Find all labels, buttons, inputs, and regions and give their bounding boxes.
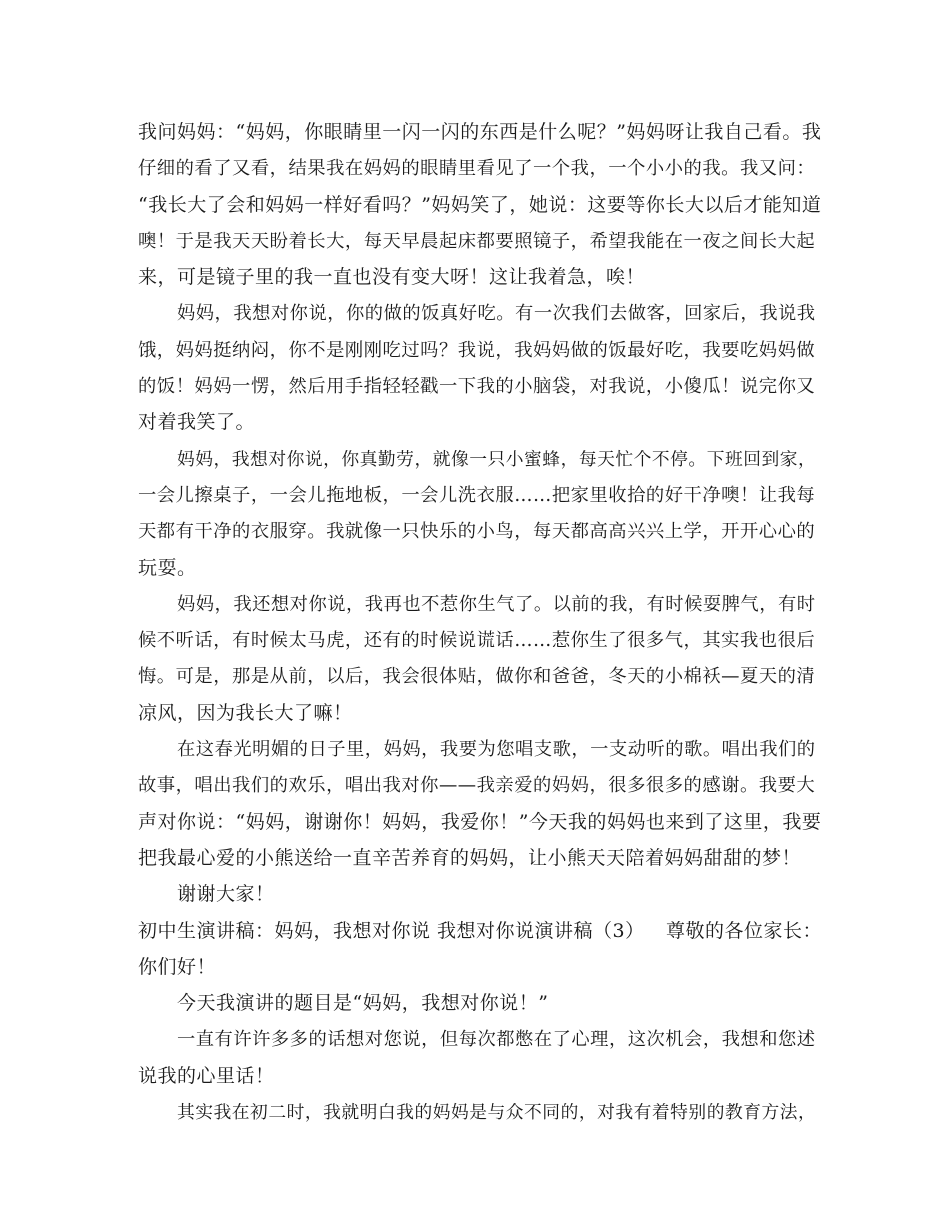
paragraph-line xyxy=(138,477,822,513)
paragraph-line xyxy=(138,404,822,440)
line-text: 玩耍。 xyxy=(138,556,197,579)
line-text: 仔细的看了又看，结果我在妈妈的眼睛里看见了一个我，一个小小的我。我又问： xyxy=(138,158,816,180)
line-text: 谢谢大家！ xyxy=(177,883,275,906)
paragraph-line xyxy=(138,695,822,731)
line-text: 凉风，因为我长大了嘛！ xyxy=(138,701,353,724)
line-text: 来，可是镜子里的我一直也没有变大呀！这让我着急，唉！ xyxy=(138,266,646,289)
paragraph-line xyxy=(138,1058,822,1094)
paragraph-line xyxy=(138,368,822,404)
paragraph-line xyxy=(138,949,822,985)
line-text: 饿，妈妈挺纳闷，你不是刚刚吃过吗？我说，我妈妈做的饭最好吃，我要吃妈妈做 xyxy=(138,339,816,361)
document-body xyxy=(138,114,822,1130)
paragraph-line xyxy=(138,731,822,767)
line-text: 声对你说：“妈妈，谢谢你！妈妈，我爱你！”今天我的妈妈也来到了这里，我要 xyxy=(138,810,822,833)
line-text: 的饭！妈妈一愣，然后用手指轻轻戳一下我的小脑袋，对我说，小傻瓜！说完你又 xyxy=(138,376,816,398)
paragraph-line xyxy=(138,586,822,622)
paragraph-line xyxy=(138,150,822,186)
paragraph-line xyxy=(138,332,822,368)
line-text: 妈妈，我想对你说，你真勤劳，就像一只小蜜蜂，每天忙个不停。下班回到家， xyxy=(177,449,817,470)
line-text: 把我最心爱的小熊送给一直辛苦养育的妈妈，让小熊天天陪着妈妈甜甜的梦！ xyxy=(138,846,802,869)
section-heading: 初中生演讲稿：妈妈，我想对你说 我想对你说演讲稿（3） xyxy=(138,919,645,942)
line-text: 对着我笑了。 xyxy=(138,411,256,434)
paragraph-line xyxy=(138,550,822,586)
line-text: 妈妈，我还想对你说，我再也不惹你生气了。以前的我，有时候耍脾气，有时 xyxy=(177,593,816,615)
paragraph-line xyxy=(138,441,822,477)
section-heading-line xyxy=(138,913,822,949)
paragraph-line xyxy=(138,622,822,658)
line-text: 你们好！ xyxy=(138,955,217,978)
line-text: 悔。可是，那是从前，以后，我会很体贴，做你和爸爸，冬天的小棉袄—夏天的清 xyxy=(138,666,816,688)
line-text: 噢！于是我天天盼着长大，每天早晨起床都要照镜子，希望我能在一夜之间长大起 xyxy=(138,230,816,252)
paragraph-line xyxy=(138,187,822,223)
paragraph-line xyxy=(138,513,822,549)
line-text: 我问妈妈：“妈妈，你眼睛里一闪一闪的东西是什么呢？”妈妈呀让我自己看。我 xyxy=(138,121,822,143)
line-text: 故事，唱出我们的欢乐，唱出我对你——我亲爱的妈妈，很多很多的感谢。我要大 xyxy=(138,775,816,797)
line-text: 说我的心里话！ xyxy=(138,1064,275,1087)
line-text: 天都有干净的衣服穿。我就像一只快乐的小鸟，每天都高高兴兴上学，开开心心的 xyxy=(138,521,816,543)
line-text: 妈妈，我想对你说，你的做的饭真好吃。有一次我们去做客，回家后，我说我 xyxy=(177,303,816,325)
paragraph-line xyxy=(138,767,822,803)
paragraph-line xyxy=(138,658,822,694)
line-text: “我长大了会和妈妈一样好看吗？”妈妈笑了，她说：这要等你长大以后才能知道 xyxy=(138,193,822,216)
paragraph-line xyxy=(138,259,822,295)
paragraph-line xyxy=(138,295,822,331)
salutation: 尊敬的各位家长： xyxy=(665,919,822,942)
line-text: 一直有许许多多的话想对您说，但每次都憋在了心理，这次机会，我想和您述 xyxy=(177,1029,816,1051)
paragraph-line xyxy=(138,1021,822,1057)
paragraph-line xyxy=(138,840,822,876)
line-text: 候不听话，有时候太马虎，还有的时候说谎话……惹你生了很多气，其实我也很后 xyxy=(138,630,816,652)
paragraph-line xyxy=(138,1094,822,1130)
line-text: 今天我演讲的题目是“妈妈，我想对你说！” xyxy=(177,992,549,1015)
paragraph-line xyxy=(138,804,822,840)
paragraph-line xyxy=(138,223,822,259)
line-text: 一会儿擦桌子，一会儿拖地板，一会儿洗衣服……把家里收拾的好干净噢！让我每 xyxy=(138,484,816,506)
paragraph-line xyxy=(138,114,822,150)
paragraph-line xyxy=(138,876,822,912)
paragraph-line xyxy=(138,985,822,1021)
line-text: 在这春光明媚的日子里，妈妈，我要为您唱支歌，一支动听的歌。唱出我们的 xyxy=(177,739,816,761)
line-text: 其实我在初二时，我就明白我的妈妈是与众不同的，对我有着特别的教育方法， xyxy=(177,1103,817,1124)
